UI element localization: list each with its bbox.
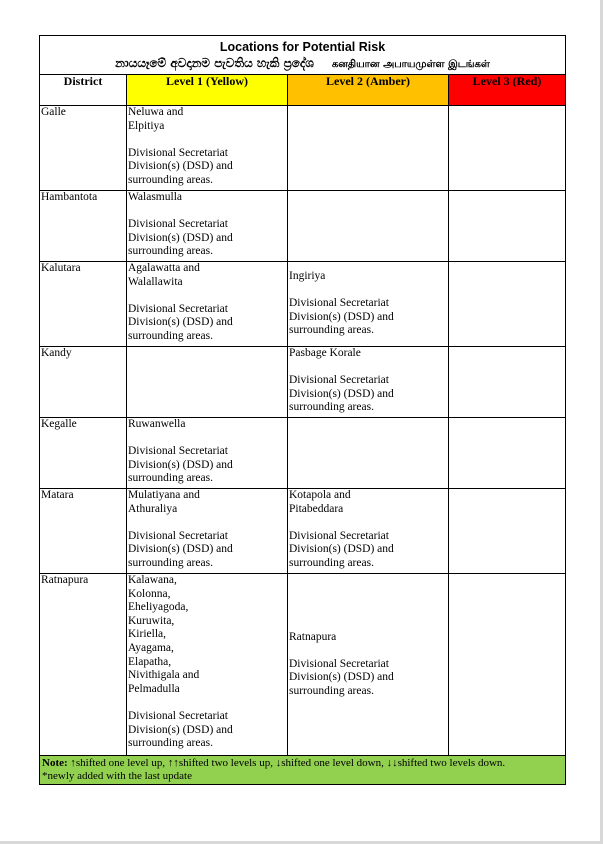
spacer — [128, 133, 286, 147]
dsd-description: Divisional Secretariat Division(s) (DSD) and surrounding areas. — [128, 529, 233, 569]
spacer — [128, 432, 286, 446]
title-local — [40, 55, 565, 73]
table-row — [40, 347, 566, 418]
dsd-description: Divisional Secretariat Division(s) (DSD) and surrounding areas. — [289, 374, 394, 414]
note-footnote: *newly added with the last update — [42, 770, 192, 782]
spacer — [128, 289, 286, 303]
table-row — [40, 106, 566, 191]
level-2-cell — [288, 347, 449, 418]
dsd-description: Divisional Secretariat Division(s) (DSD) and surrounding areas. — [128, 218, 233, 258]
table-title — [40, 36, 566, 75]
district-cell: Ratnapura — [40, 574, 127, 756]
spacer — [128, 516, 286, 530]
location-names: Agalawatta and Walallawita — [128, 262, 200, 288]
note-label: Note: — [42, 757, 68, 769]
spacer — [128, 205, 286, 219]
district-cell: Kandy — [40, 347, 127, 418]
note-row — [40, 756, 566, 785]
location-names: Kalawana, Kolonna, Eheliyagoda, Kuruwita, Kiriella, Ayagama, Elapatha, Nivithigala and Pelmadulla — [128, 574, 200, 695]
level-1-cell — [127, 418, 288, 489]
level-2-cell — [288, 489, 449, 574]
district-cell: Kalutara — [40, 262, 127, 347]
level-1-cell — [127, 489, 288, 574]
table-row — [40, 418, 566, 489]
dsd-description: Divisional Secretariat Division(s) (DSD) and surrounding areas. — [128, 445, 233, 485]
level-3-cell — [449, 418, 566, 489]
level-1-cell — [127, 106, 288, 191]
spacer — [289, 361, 447, 375]
table-row — [40, 191, 566, 262]
dsd-description: Divisional Secretariat Division(s) (DSD) and surrounding areas. — [128, 302, 233, 342]
risk-locations-table — [39, 35, 566, 785]
spacer — [289, 284, 447, 298]
location-names: Walasmulla — [128, 191, 183, 203]
dsd-description: Divisional Secretariat Division(s) (DSD) and surrounding areas. — [128, 146, 233, 186]
level-1-cell — [127, 191, 288, 262]
header-row — [40, 75, 566, 106]
district-cell: Galle — [40, 106, 127, 191]
level-1-cell — [127, 347, 288, 418]
level-2-cell — [288, 106, 449, 191]
location-names: Ruwanwella — [128, 418, 186, 430]
title-row — [40, 36, 566, 75]
level-3-cell — [449, 574, 566, 756]
title-sinhala: නායයෑමේ අවදානම පැවතිය හැකි ප්‍රදේශ — [115, 56, 314, 70]
district-cell: Kegalle — [40, 418, 127, 489]
header-level-3: Level 3 (Red) — [449, 75, 566, 106]
level-3-cell — [449, 347, 566, 418]
dsd-description: Divisional Secretariat Division(s) (DSD) and surrounding areas. — [128, 709, 233, 750]
level-3-cell — [449, 262, 566, 347]
location-names: Ratnapura — [289, 630, 337, 643]
level-3-cell — [449, 489, 566, 574]
dsd-description: Divisional Secretariat Division(s) (DSD) and surrounding areas. — [289, 297, 394, 337]
level-1-cell — [127, 574, 288, 756]
header-district: District — [40, 75, 127, 106]
table-row — [40, 574, 566, 756]
level-2-cell — [288, 262, 449, 347]
title-english: Locations for Potential Risk — [219, 40, 386, 54]
title-tamil: கனதியான அபாயமுள்ள இடங்கள் — [331, 59, 490, 70]
table-row — [40, 489, 566, 574]
spacer — [289, 516, 447, 530]
dsd-description: Divisional Secretariat Division(s) (DSD) and surrounding areas. — [289, 529, 394, 569]
location-names: Pasbage Korale — [289, 347, 361, 359]
level-2-cell — [288, 191, 449, 262]
level-2-cell — [288, 574, 449, 756]
spacer — [128, 696, 286, 710]
level-2-cell — [288, 418, 449, 489]
district-cell: Hambantota — [40, 191, 127, 262]
header-level-2: Level 2 (Amber) — [288, 75, 449, 106]
note-text: ↑shifted one level up, ↑↑shifted two levels up, ↓shifted one level down, ↓↓shifted two levels down. — [67, 757, 506, 769]
note-cell — [40, 756, 566, 785]
level-3-cell — [449, 191, 566, 262]
location-names: Mulatiyana and Athuraliya — [128, 489, 200, 515]
level-1-cell — [127, 262, 288, 347]
location-names: Kotapola and Pitabeddara — [289, 489, 351, 515]
location-names: Ingiriya — [289, 270, 326, 283]
district-cell: Matara — [40, 489, 127, 574]
dsd-description: Divisional Secretariat Division(s) (DSD) and surrounding areas. — [289, 657, 394, 697]
level-3-cell — [449, 106, 566, 191]
header-level-1: Level 1 (Yellow) — [127, 75, 288, 106]
table-row — [40, 262, 566, 347]
spacer — [289, 644, 447, 658]
location-names: Neluwa and Elpitiya — [128, 106, 184, 132]
